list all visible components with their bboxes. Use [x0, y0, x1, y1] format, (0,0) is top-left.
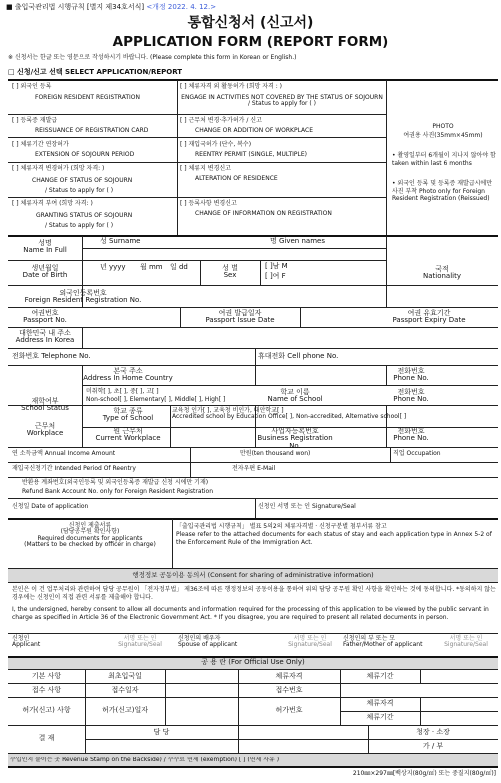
cellphone-label: 휴대전화 Cell phone No. — [258, 352, 339, 360]
official-receipt-no: 접수번호 — [275, 686, 303, 694]
occupation-label: 직업 Occupation — [393, 450, 441, 457]
regulation-ref: ■ 출입국관리법 시행규칙 [별지 제34호서식] <개정 2022. 4. 12.> — [6, 3, 217, 11]
frn-label: 외국인등록번호 Foreign Resident Registration No. — [24, 289, 142, 305]
school-accreditation[interactable]: 교육청 인가[ ], 교육청 비인가, 대안학교[ ] Accredited school by Education Office[ ], Non-accredited, Alternative school[ ] — [172, 407, 407, 421]
option-activity-permit-en: ENGAGE IN ACTIVITIES NOT COVERED BY THE STATUS OF SOJOURN / Status to apply for ( ) — [181, 94, 383, 108]
passport-issue-label: 여권 발급일자 Passport Issue Date — [205, 309, 275, 325]
consent-parent-signature[interactable]: 서명 또는 인 Signature/Seal — [444, 635, 488, 649]
photo-title: PHOTO — [432, 123, 454, 130]
income-unit: 만원(ten thousand won) — [240, 450, 311, 457]
official-permit-date: 허가(신고)일자 — [101, 706, 149, 714]
official-receipt: 접수 사항 — [31, 686, 62, 694]
official-permit-no: 허가번호 — [275, 706, 303, 714]
workplace-phone-label: 전화번호 Phone No. — [393, 427, 429, 443]
consent-spouse-label: 신청인의 배우자 Spouse of applicant — [178, 635, 238, 649]
dob-year-field[interactable]: 년 yyyy — [100, 263, 126, 271]
nationality-label: 국적 Nationality — [422, 265, 461, 281]
revenue-stamp-note: 수입인지 붙이는 곳 Revenue Stamp on the Backside) / 수수료 면제 (exemption) [ ] (면제 사유 ) — [10, 757, 280, 763]
photo-note-recent: • 촬영일부터 6개월이 지나지 않아야 함 taken within last 6 months — [392, 152, 496, 167]
name-label: 성명 Name In Full — [23, 239, 67, 255]
dob-label: 생년월일 Date of Birth — [22, 264, 68, 280]
application-date-label: 신청일 Date of application — [12, 503, 89, 510]
official-status: 체류자격 — [275, 672, 303, 680]
refund-account-ko: 반환용 계좌번호(외국인등록 및 외국인등록증 재발급 신청 시에만 기재) — [22, 479, 209, 486]
school-name-label: 학교 이름 Name of School — [267, 388, 323, 404]
consent-korean: 본인은 이 건 업무처리와 관련하여 담당 공무원이 「전자정부법」 제36조에 따른 행정정보의 공동이용을 통하여 위의 담당 공무원 확인 사항을 확인하는 것에 동의합니다. *동의하지 않는 경우에는 신청인이 직접 관련 서류를 제출해야 합니다. — [12, 586, 496, 601]
applicant-signature-label: 신청인 서명 또는 인 Signature/Seal — [258, 503, 356, 510]
official-use-title: 공 용 란 (For Official Use Only) — [201, 658, 305, 666]
paper-spec: 210㎜×297㎜[백상지(80g/㎡) 또는 중질지(80g/㎡)] — [352, 770, 496, 777]
consent-english: I, the undersigned, hereby consent to allow all documents and information required for the processing of this application to be viewed by the public servant in charge as specified in Article 36 of the Electronic Government Act. * If you disagree, you are required to present all related documents in person. — [12, 606, 489, 621]
passport-expiry-label: 여권 유효기간 Passport Expiry Date — [392, 309, 466, 325]
home-phone-label: 전화번호 Phone No. — [393, 367, 429, 383]
income-label: 연 소득금액 Annual Income Amount — [12, 450, 116, 457]
official-receipt-date: 접수일자 — [111, 686, 139, 694]
telephone-label: 전화번호 Telephone No. — [12, 352, 91, 360]
official-approve: 가 / 부 — [422, 742, 444, 750]
consent-applicant-signature[interactable]: 서명 또는 인 Signature/Seal — [118, 635, 162, 649]
photo-note-registration: • 외국인 등록 및 등록증 재발급시에만 사진 부착 Photo only for Foreign Resident Registration (Reissued) — [392, 180, 493, 202]
official-basic: 기본 사항 — [31, 672, 62, 680]
email-label: 전자우편 E-Mail — [232, 465, 276, 472]
form-title-en: APPLICATION FORM (REPORT FORM) — [112, 34, 389, 50]
official-first-entry: 최초입국일 — [108, 672, 142, 680]
required-docs-text: 「출입국관리법 시행규칙」 별표 5의2의 체류자격별 · 신청구분별 첨부서류 참고 Please refer to the attached documents for each status of stay and each application type in Annex 5-2 of the Enforcement Rule of the Immigration Act. — [176, 523, 492, 546]
official-chief: 청장 · 소장 — [416, 728, 450, 736]
official-permit-status: 체류자격 — [366, 699, 394, 707]
given-names-field[interactable]: 명 Given names — [270, 237, 325, 245]
photo-size: 여권용 사진(35mm×45mm) — [403, 132, 483, 139]
sex-female-option[interactable]: [ ]여 F — [265, 272, 286, 280]
instruction: ※ 신청서는 한글 또는 영문으로 작성하시기 바랍니다. (Please complete this form in Korean or English.) — [8, 54, 297, 61]
consent-title: 행정정보 공동이용 동의서 (Consent for sharing of administrative information) — [132, 571, 374, 579]
school-levels-ko[interactable]: 미취학[ ], 초[ ], 중[ ], 고[ ] — [86, 388, 159, 395]
sex-label: 성 별 Sex — [222, 264, 238, 280]
sex-male-option[interactable]: [ ]남 M — [265, 262, 288, 270]
school-status-label-text: 재학여부 School Status — [21, 397, 69, 413]
official-permission: 허가(신고) 사항 — [22, 706, 71, 714]
dob-month-field[interactable]: 월 mm — [140, 263, 163, 271]
address-korea-label: 대한민국 내 주소 Address In Korea — [15, 329, 75, 345]
form-title-ko: 통합신청서 (신고서) — [187, 15, 314, 31]
business-reg-label-1: 사업자등록번호 Business Registration No. — [257, 427, 333, 450]
surname-field[interactable]: 성 Surname — [100, 237, 141, 245]
school-phone-label: 전화번호 Phone No. — [393, 388, 429, 404]
workplace-label: 근무처 Workplace — [26, 422, 64, 438]
official-period: 체류기간 — [366, 672, 394, 680]
official-decision: 결 재 — [38, 734, 55, 742]
official-permit-period: 체류기간 — [366, 713, 394, 721]
home-address-label: 본국 주소 Address In Home Country — [83, 367, 173, 383]
passport-no-label: 여권번호 Passport No. — [23, 309, 67, 325]
school-levels-en[interactable]: Non-school[ ], Elementary[ ], Middle[ ], High[ ] — [86, 396, 226, 403]
dob-day-field[interactable]: 일 dd — [170, 263, 188, 271]
section-select-title: □ 신청/신고 선택 SELECT APPLICATION/REPORT — [8, 68, 183, 76]
consent-applicant-label: 신청인 Applicant — [12, 635, 41, 649]
school-type-label: 학교 종류 Type of School — [102, 407, 154, 423]
official-in-charge: 담 당 — [153, 728, 170, 736]
reentry-period-label: 재입국신청기간 Intended Period Of Reentry — [12, 465, 136, 472]
consent-parent-label: 신청인의 부 또는 모 Father/Mother of applicant — [343, 635, 423, 649]
required-docs-label: 신청인 제출서류 (담당공무원 확인사항) Required documents for applicants (Matters to be checked by officer in charge) — [24, 522, 156, 548]
current-workplace-label: 원 근무처 Current Workplace — [95, 427, 161, 443]
refund-account-en: Refund Bank Account No. only for Foreign Resident Registration — [22, 488, 214, 495]
consent-spouse-signature[interactable]: 서명 또는 인 Signature/Seal — [288, 635, 332, 649]
